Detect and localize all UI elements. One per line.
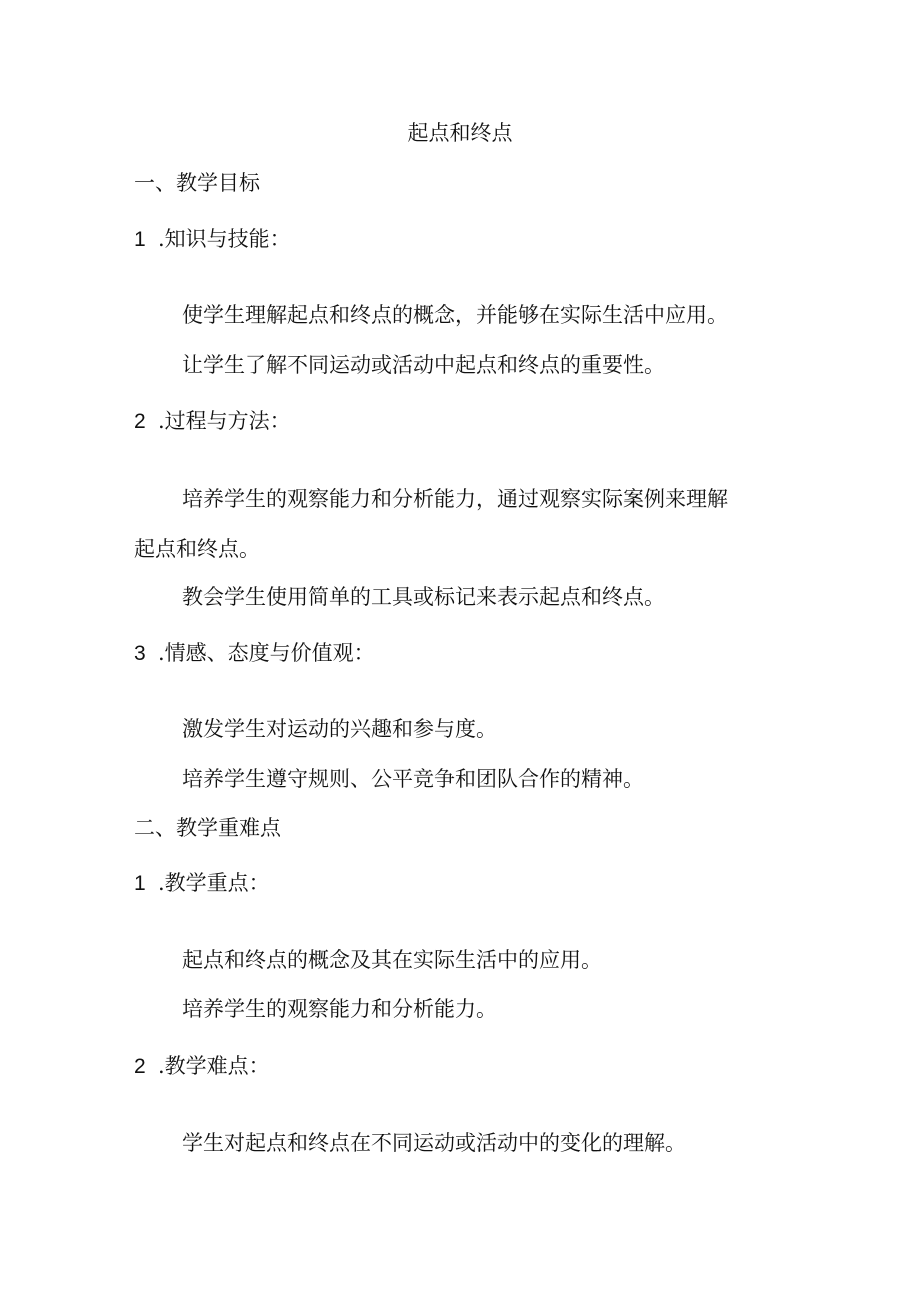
item-label: .知识与技能： [158,227,291,251]
item-label: .教学难点： [158,1054,270,1078]
item-number: 3 [134,642,146,665]
subheading-emotion-values [134,638,375,669]
paragraph: 激发学生对运动的兴趣和参与度。 [182,717,497,741]
item-label: .情感、态度与价值观： [158,641,375,665]
paragraph: 培养学生的观察能力和分析能力，通过观察实际案例来理解 [182,487,728,511]
paragraph: 教会学生使用简单的工具或标记来表示起点和终点。 [182,585,665,609]
subheading-process-method [134,406,291,437]
item-label: .教学重点： [158,871,270,895]
page-title: 起点和终点 [407,121,513,145]
item-number: 1 [134,228,146,251]
section-heading-key-points: 二、教学重难点 [134,816,281,840]
paragraph: 让学生了解不同运动或活动中起点和终点的重要性。 [182,353,665,377]
subheading-difficult-point [134,1051,270,1082]
item-number: 2 [134,1055,146,1078]
subheading-key-point [134,868,270,899]
paragraph: 培养学生遵守规则、公平竞争和团队合作的精神。 [182,767,644,791]
section-heading-objectives: 一、教学目标 [134,171,260,195]
subheading-knowledge-skills [134,224,291,255]
paragraph: 培养学生的观察能力和分析能力。 [182,997,497,1021]
paragraph-continuation: 起点和终点。 [134,537,260,561]
item-number: 1 [134,872,146,895]
paragraph: 使学生理解起点和终点的概念，并能够在实际生活中应用。 [182,303,728,327]
item-number: 2 [134,410,146,433]
paragraph: 学生对起点和终点在不同运动或活动中的变化的理解。 [182,1131,686,1155]
item-label: .过程与方法： [158,409,291,433]
paragraph: 起点和终点的概念及其在实际生活中的应用。 [182,948,602,972]
